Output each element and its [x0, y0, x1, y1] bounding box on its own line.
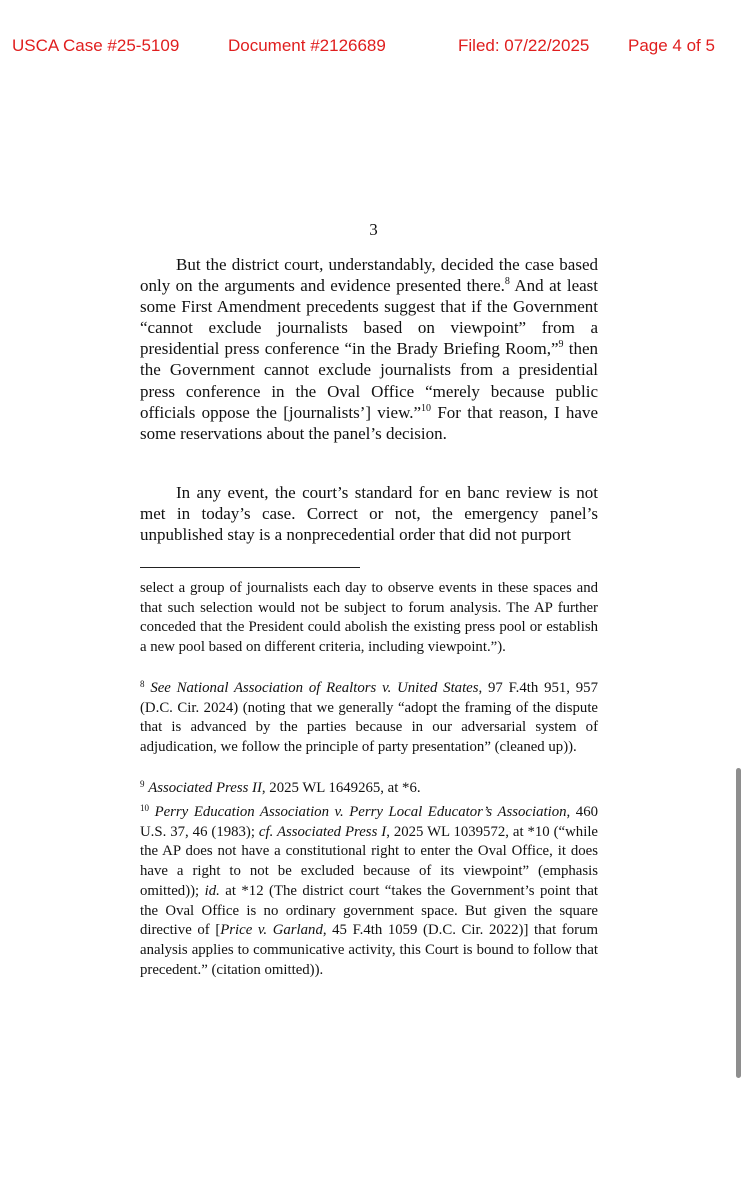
footnote-9	[140, 779, 598, 799]
para2-text: In any event, the court’s standard for en banc review is not met in today’s case. Correct or not, the emergency panel’s unpublished stay is a nonprecedential order that did not purport	[140, 483, 598, 545]
footnote-10-text-1: , 460 U.S. 37, 46 (1983);	[140, 804, 599, 840]
footnote-ref-10[interactable]: 10	[421, 402, 432, 414]
footnote-9-number: 9	[140, 779, 145, 789]
footnote-10	[140, 803, 598, 980]
document-number: Document #2126689	[228, 36, 386, 55]
page-number: 3	[369, 220, 378, 239]
footnote-continuation: select a group of journalists each day to observe events in these spaces and that such selection would not be subject to forum analysis. The AP further conceded that the President could abolish the existing press pool or establish a new pool based on different criteria, including viewpoint.”).	[140, 580, 598, 656]
page-indicator: Page 4 of 5	[628, 36, 715, 55]
footnote-ref-8[interactable]: 8	[504, 276, 510, 288]
footnote-ref-9[interactable]: 9	[558, 339, 564, 351]
footnote-9-citation: Associated Press II	[148, 780, 262, 796]
footnote-8-citation: See National Association of Realtors v. United States	[150, 680, 479, 696]
footnote-8-text: , 97 F.4th 951, 957 (D.C. Cir. 2024) (noting that we generally “adopt the framing of the dispute that is advanced by the parties because in our adversarial system of adjudication, we follow the principle of party presentation” (cleaned up)).	[140, 680, 598, 756]
footnote-divider	[140, 567, 360, 568]
para1-text-3: then the Government cannot exclude journalists from a presidential press conference in the Oval Office “merely because public officials oppose the [journalists’] view.”	[140, 339, 598, 422]
footnote-10-text-4: , 45 F.4th 1059 (D.C. Cir. 2022)] that forum analysis applies to communicative activity, this Court is bound to follow that precedent.” (citation omitted)).	[140, 922, 598, 978]
footnote-10-text-3: at *12 (The district court “takes the Government’s point that the Oval Office is no ordinary government space. But given the square directive of [	[140, 882, 598, 939]
footnote-8	[140, 679, 598, 758]
footnote-10-citation-1: Perry Education Association v. Perry Local Educator’s Association	[154, 804, 567, 820]
footnote-10-text-2: , 2025 WL 1039572, at *10 (“while the AP does not have a constitutional right to enter the Oval Office, it does have a right to not be excluded because of its viewpoint” (emphasis omitted));	[140, 823, 598, 899]
para1-text-1: But the district court, understandably, decided the case based only on the arguments and evidence presented there.	[140, 255, 598, 296]
footnote-10-number: 10	[140, 803, 149, 813]
body-paragraph-1	[140, 254, 598, 444]
case-number: USCA Case #25-5109	[12, 36, 180, 55]
footnote-10-citation-4: Price v. Garland	[220, 922, 323, 939]
para1-text-2: And at least some First Amendment precedents suggest that if the Government “cannot exclude journalists based on viewpoint” from a presidential press conference “in the Brady Briefing Room,”	[140, 276, 598, 359]
footnote-10-citation-2: cf. Associated Press I	[258, 823, 387, 840]
para1-text-4: For that reason, I have some reservations about the panel’s decision.	[140, 402, 598, 443]
scrollbar-thumb[interactable]	[736, 768, 741, 1078]
footnote-9-text: , 2025 WL 1649265, at *6.	[261, 780, 421, 796]
footnote-10-citation-3: id.	[204, 882, 220, 899]
filed-date: Filed: 07/22/2025	[458, 36, 590, 55]
body-paragraph-2	[140, 482, 598, 545]
footnote-8-number: 8	[140, 679, 145, 689]
document-header	[0, 36, 747, 60]
